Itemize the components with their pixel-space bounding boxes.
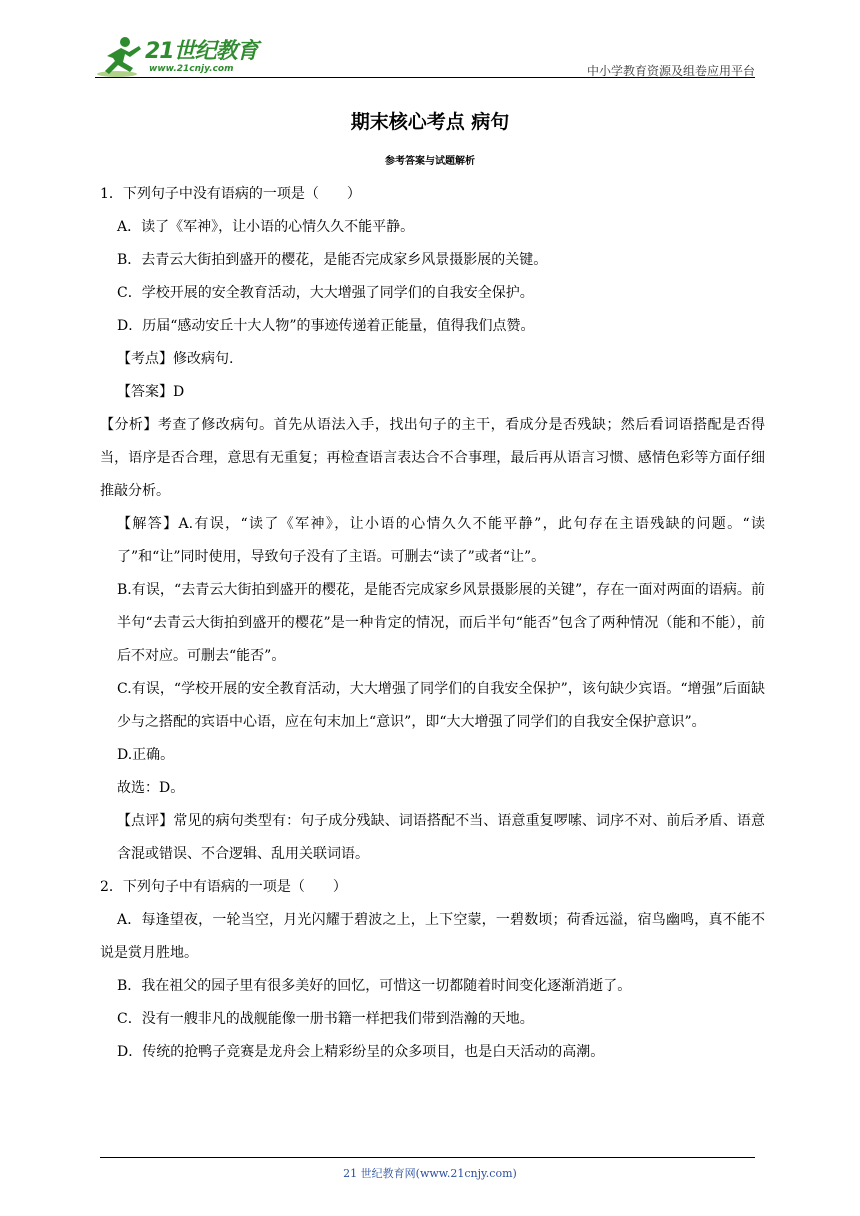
logo-url: www.21cnjy.com: [149, 64, 234, 74]
page-header: [95, 28, 755, 78]
question-1-option-c: C．学校开展的安全教育活动，大大增强了同学们的自我安全保护。: [117, 285, 534, 301]
question-2-option-b: B．我在祖父的园子里有很多美好的回忆，可惜这一切都随着时间变化逐渐消逝了。: [117, 978, 632, 994]
site-logo[interactable]: [95, 34, 265, 80]
footer-link[interactable]: 21 世纪教育网(www.21cnjy.com): [343, 1167, 517, 1180]
question-1-stem: 1．下列句子中没有语病的一项是（ ）: [100, 186, 361, 202]
question-1-analysis: 【分析】考查了修改病句。首先从语法入手，找出句子的主干，看成分是否残缺；然后看词语搭配是否得当，语序是否合理，意思有无重复；再检查语言表达合不合事理，最后再从语言习惯、感情色彩等方面仔细推敲分析。: [100, 417, 765, 499]
question-1-solution-a: 【解答】A.有误，“读了《军神》，让小语的心情久久不能平静”，此句存在主语残缺的问题。“读了”和“让”同时使用，导致句子没有了主语。可删去“读了”或者“让”。: [117, 516, 765, 565]
question-2-stem: 2．下列句子中有语病的一项是（ ）: [100, 879, 347, 895]
question-2-option-d: D．传统的抢鸭子竞赛是龙舟会上精彩纷呈的众多项目，也是白天活动的高潮。: [117, 1044, 605, 1060]
question-1-answer: 【答案】D: [117, 384, 185, 400]
page-title: 期末核心考点 病句: [350, 111, 510, 133]
platform-name: 中小学教育资源及组卷应用平台: [586, 64, 755, 78]
footer-divider: [100, 1157, 755, 1158]
question-1-kaodian: 【考点】修改病句.: [117, 351, 234, 367]
question-1-choice: 故选：D。: [117, 780, 185, 796]
question-1-solution-b: B.有误，“去青云大街拍到盛开的樱花，是能否完成家乡风景摄影展的关键”，存在一面对两面的语病。前半句“去青云大街拍到盛开的樱花”是一种肯定的情况，而后半句“能否”包含了两种情况（能和不能），前后不对应。可删去“能否”。: [117, 582, 765, 664]
document-body: [100, 178, 765, 1069]
question-1-option-a: A．读了《军神》，让小语的心情久久不能平静。: [117, 219, 415, 235]
page-subtitle: 参考答案与试题解析: [385, 156, 475, 167]
question-1-option-b: B．去青云大街拍到盛开的樱花，是能否完成家乡风景摄影展的关键。: [117, 252, 548, 268]
question-1-solution-d: D.正确。: [117, 747, 175, 763]
question-1-solution-c: C.有误，“学校开展的安全教育活动，大大增强了同学们的自我安全保护”，该句缺少宾语。“增强”后面缺少与之搭配的宾语中心语，应在句末加上“意识”，即“大大增强了同学们的自我安全保护意识”。: [117, 681, 765, 730]
question-2-option-c: C．没有一艘非凡的战舰能像一册书籍一样把我们带到浩瀚的天地。: [117, 1011, 534, 1027]
question-1-comment: 【点评】常见的病句类型有：句子成分残缺、词语搭配不当、语意重复啰嗦、词序不对、前后矛盾、语意含混或错误、不合逻辑、乱用关联词语。: [117, 813, 765, 862]
question-1-option-d: D．历届“感动安丘十大人物”的事迹传递着正能量，值得我们点赞。: [117, 318, 535, 334]
logo-text: 21世纪教育: [145, 39, 258, 64]
question-2-option-a: A．每逢望夜，一轮当空，月光闪耀于碧波之上，上下空蒙，一碧数顷；荷香远溢，宿鸟幽鸣，真不能不说是赏月胜地。: [100, 912, 765, 961]
header-divider: [95, 77, 755, 78]
